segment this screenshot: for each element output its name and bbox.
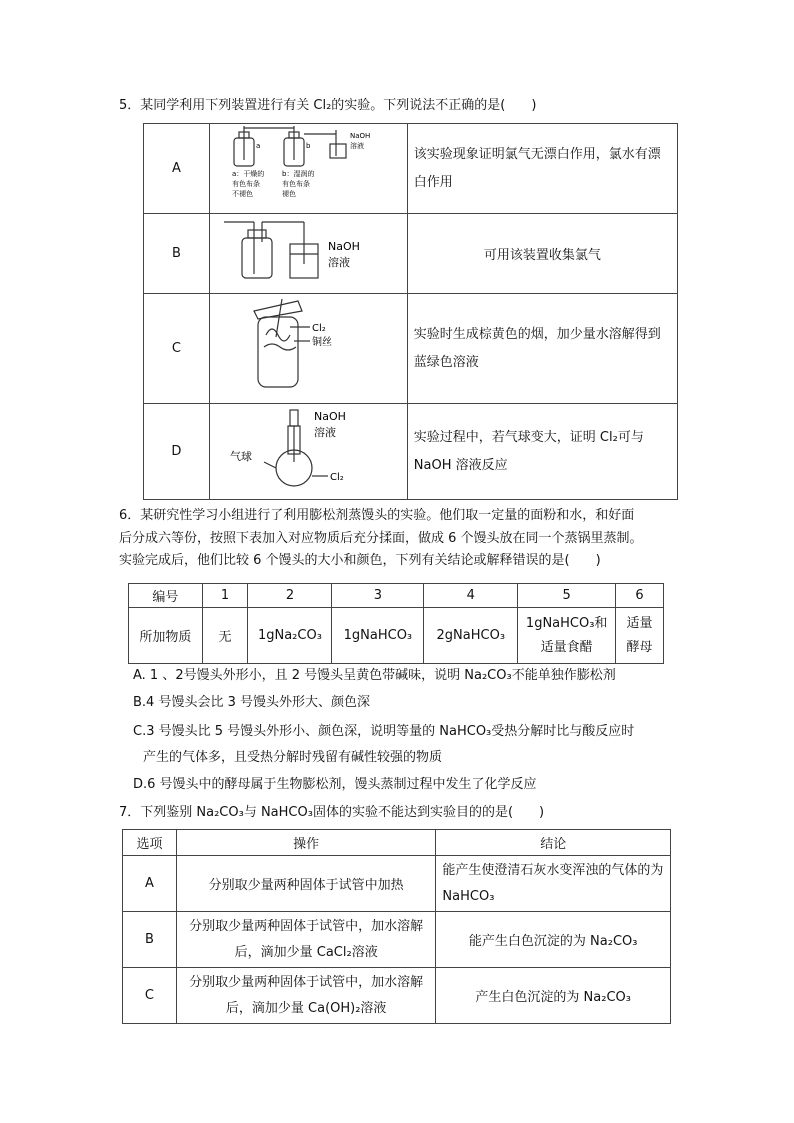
q7-option: B <box>123 912 177 968</box>
q7-conclusion: 能产生白色沉淀的为 Na₂CO₃ <box>436 912 671 968</box>
balloon-flask-apparatus-icon <box>218 406 398 494</box>
mark-b: b <box>306 141 311 150</box>
label-naoh: NaOH <box>350 131 371 140</box>
q6-option-b: B.4 号馒头会比 3 号馒头外形大、颜色深 <box>133 695 370 710</box>
label-b3: 褪色 <box>282 189 297 198</box>
q5-figure-b <box>209 214 407 294</box>
copper-wire-chlorine-apparatus-icon <box>218 297 398 397</box>
q7-table <box>122 829 671 1024</box>
q5-figure-c <box>209 294 407 404</box>
q6-header-row <box>129 584 664 608</box>
q5-row-b <box>144 214 678 294</box>
q6-item: 无 <box>202 608 248 664</box>
q7-header-operation: 操作 <box>176 830 436 856</box>
mark-a: a <box>256 141 261 150</box>
q6-row-label: 所加物质 <box>129 608 203 664</box>
q6-header-label: 编号 <box>129 584 203 608</box>
q6-item: 1gNaHCO₃和适量食醋 <box>518 608 616 664</box>
q7-conclusion: 产生白色沉淀的为 Na₂CO₃ <box>436 968 671 1024</box>
q5-row-d <box>144 404 678 500</box>
q6-number: 5 <box>518 584 616 608</box>
q5-desc-c: 实验时生成棕黄色的烟，加少量水溶解得到蓝绿色溶液 <box>407 294 677 404</box>
q7-header-row <box>123 830 671 856</box>
q5-row-label: D <box>144 404 210 500</box>
label-cl2: Cl₂ <box>312 322 327 334</box>
q7-operation: 分别取少量两种固体于试管中加热 <box>176 856 436 912</box>
label-solution: 溶液 <box>350 141 365 150</box>
q6-table <box>128 583 664 664</box>
label-a2: 有色布条 <box>232 179 261 188</box>
q7-row-b <box>123 912 671 968</box>
q6-stem-line-2: 后分成六等份，按照下表加入对应物质后充分揉面，做成 6 个馒头放在同一个蒸锅里蒸制。 <box>119 531 643 546</box>
q6-number: 4 <box>424 584 518 608</box>
q5-desc-a: 该实验现象证明氯气无漂白作用，氯水有漂白作用 <box>407 124 677 214</box>
q6-item: 1gNaHCO₃ <box>332 608 424 664</box>
q5-stem: 5．某同学利用下列装置进行有关 Cl₂的实验。下列说法不正确的是( ) <box>119 98 537 113</box>
q7-row-a <box>123 856 671 912</box>
q6-item: 2gNaHCO₃ <box>424 608 518 664</box>
q5-desc-d: 实验过程中，若气球变大，证明 Cl₂可与 NaOH 溶液反应 <box>407 404 677 500</box>
q5-figure-d <box>209 404 407 500</box>
q6-option-a: A. 1 、2号馒头外形小，且 2 号馒头呈黄色带碱味，说明 Na₂CO₃不能单独作膨松剂 <box>133 668 616 683</box>
label-cl2: Cl₂ <box>330 471 345 483</box>
q5-figure-a <box>209 124 407 214</box>
q7-stem: 7．下列鉴别 Na₂CO₃与 NaHCO₃固体的实验不能达到实验目的的是( ) <box>119 805 545 820</box>
q6-item: 适量酵母 <box>616 608 664 664</box>
q6-number: 2 <box>248 584 332 608</box>
q7-row-c <box>123 968 671 1024</box>
q6-number: 3 <box>332 584 424 608</box>
q7-option: C <box>123 968 177 1024</box>
q6-number: 1 <box>202 584 248 608</box>
label-a3: 不褪色 <box>232 189 254 198</box>
label-balloon: 气球 <box>230 449 253 463</box>
label-solution: 溶液 <box>314 425 337 439</box>
q5-table <box>143 123 678 500</box>
q7-header-conclusion: 结论 <box>436 830 671 856</box>
label-b1: b：湿润的 <box>282 169 315 178</box>
q6-stem-line-1: 6．某研究性学习小组进行了利用膨松剂蒸馒头的实验。他们取一定量的面粉和水，和好面 <box>119 508 635 523</box>
gas-collection-apparatus-icon <box>218 218 398 286</box>
q5-row-label: C <box>144 294 210 404</box>
label-b2: 有色布条 <box>282 179 311 188</box>
q7-operation: 分别取少量两种固体于试管中，加水溶解后，滴加少量 CaCl₂溶液 <box>176 912 436 968</box>
label-naoh: NaOH <box>314 409 347 423</box>
q6-stem-line-3: 实验完成后，他们比较 6 个馒头的大小和颜色，下列有关结论或解释错误的是( ) <box>119 553 601 568</box>
q5-row-c <box>144 294 678 404</box>
q5-desc-b: 可用该装置收集氯气 <box>407 214 677 294</box>
q6-option-c-continued: 产生的气体多，且受热分解时残留有碱性较强的物质 <box>143 750 443 765</box>
drying-bottles-apparatus-icon <box>218 126 398 208</box>
q6-number: 6 <box>616 584 664 608</box>
q6-option-d: D.6 号馒头中的酵母属于生物膨松剂，馒头蒸制过程中发生了化学反应 <box>133 777 537 792</box>
label-a1: a：干燥的 <box>232 169 265 178</box>
q5-row-label: A <box>144 124 210 214</box>
label-naoh: NaOH <box>328 239 361 253</box>
q5-row-a <box>144 124 678 214</box>
q5-row-label: B <box>144 214 210 294</box>
q7-conclusion: 能产生使澄清石灰水变浑浊的气体的为 NaHCO₃ <box>436 856 671 912</box>
label-copper-wire: 铜丝 <box>312 336 333 348</box>
q7-option: A <box>123 856 177 912</box>
q7-operation: 分别取少量两种固体于试管中，加水溶解后，滴加少量 Ca(OH)₂溶液 <box>176 968 436 1024</box>
q6-item: 1gNa₂CO₃ <box>248 608 332 664</box>
q6-option-c: C.3 号馒头比 5 号馒头外形小、颜色深，说明等量的 NaHCO₃受热分解时比与酸反应时 <box>133 724 635 739</box>
label-solution: 溶液 <box>328 255 351 269</box>
q7-header-option: 选项 <box>123 830 177 856</box>
q6-item-row <box>129 608 664 664</box>
